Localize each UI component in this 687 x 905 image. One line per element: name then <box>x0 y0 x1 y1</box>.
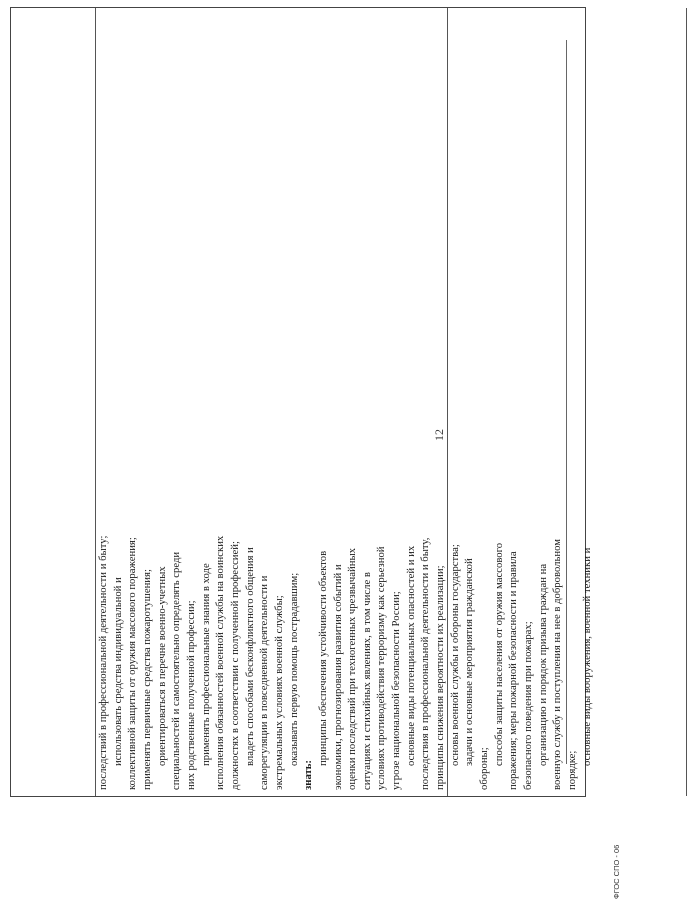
page-number: 12 <box>432 429 446 441</box>
text-line: ориентироваться в перечне военно-учетных <box>155 566 168 766</box>
text-line: экстремальных условиях военной службы; <box>272 595 285 790</box>
text-line: использовать средства индивидуальной и <box>111 577 124 766</box>
text-line: основы военной службы и обороны государства; <box>448 544 461 766</box>
text-line: них родственные полученной профессии; <box>184 600 197 790</box>
text-line: военную службу и поступления на нее в добровольном <box>551 538 564 790</box>
text-line: оказывать первую помощь пострадавшим; <box>287 572 300 766</box>
text-line: коллективной защиты от оружия массового поражения; <box>126 537 139 790</box>
text-line: знать: <box>302 760 315 790</box>
text-line: ситуациях и стихийных явлениях, в том числе в <box>360 572 373 790</box>
text-line: применять профессиональные знания в ходе <box>199 563 212 766</box>
text-line: владеть способами бесконфликтного общения и <box>243 547 256 766</box>
text-line: саморегуляции в повседневной деятельности и <box>258 575 271 790</box>
text-line: обороны; <box>478 747 491 790</box>
text-line: последствий в профессиональной деятельности и быту; <box>97 535 109 790</box>
text-line: основные виды потенциальных опасностей и их <box>404 545 417 766</box>
requirements-table <box>10 7 593 797</box>
text-line: угрозе национальной безопасности России; <box>390 591 403 790</box>
text-line: порядке; <box>566 750 578 790</box>
text-line: поражения; меры пожарной безопасности и правила <box>507 551 520 790</box>
footer-code: ФГОС СПО - 06 <box>612 844 621 899</box>
text-line: должностях в соответствии с полученной профессией; <box>228 541 241 790</box>
text-line: специальностей и самостоятельно определять среди <box>170 551 183 790</box>
text-line: безопасного поведения при пожарах; <box>522 621 535 790</box>
text-line: организацию и порядок призыва граждан на <box>536 563 549 766</box>
text-line: последствия в профессиональной деятельности и быту, <box>419 537 432 790</box>
inner-divider-line <box>566 40 567 765</box>
requirements-text-cell <box>95 344 593 794</box>
text-line: экономики, прогнозирования развития событий и <box>331 564 344 790</box>
text-line: исполнения обязанностей военной службы на воинских <box>214 535 227 790</box>
text-line: оценки последствий при техногенных чрезвычайных <box>346 547 359 790</box>
text-line: принципы снижения вероятности их реализации; <box>434 565 447 790</box>
text-line: задачи и основные мероприятия гражданской <box>463 558 476 766</box>
text-line: способы защиты населения от оружия массового <box>492 542 505 766</box>
text-line: условиях противодействия терроризму как серьезной <box>375 546 388 790</box>
text-line: применять первичные средства пожаротушения; <box>140 569 153 790</box>
text-line: принципы обеспечения устойчивости объектов <box>316 550 329 766</box>
text-line: основные виды вооружения, военной техники и <box>580 547 593 766</box>
